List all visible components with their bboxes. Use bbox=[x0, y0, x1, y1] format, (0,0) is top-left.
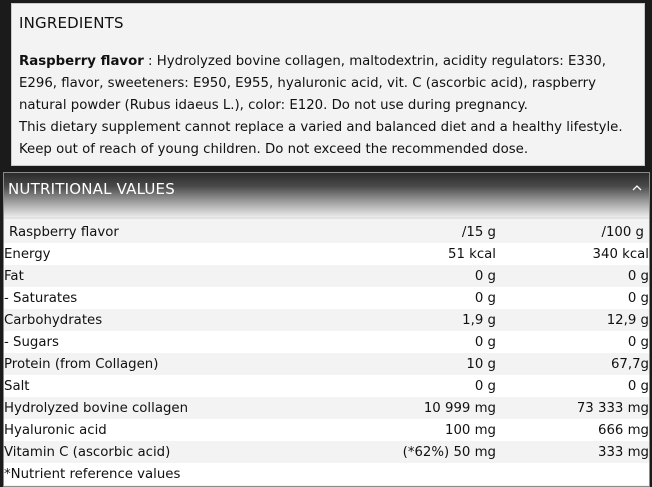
table-row bbox=[4, 331, 649, 353]
header-flavor: Raspberry flavor bbox=[4, 221, 369, 243]
per-100-value: 73 333 mg bbox=[496, 397, 649, 419]
table-row bbox=[4, 375, 649, 397]
per-100-value: 0 g bbox=[496, 287, 649, 309]
per-serving-value: 0 g bbox=[369, 265, 496, 287]
table-row bbox=[4, 353, 649, 375]
table-row bbox=[4, 287, 649, 309]
table-row bbox=[4, 419, 649, 441]
per-serving-value: 0 g bbox=[369, 287, 496, 309]
per-100-value: 67,7g bbox=[496, 353, 649, 375]
ingredients-panel bbox=[11, 3, 645, 166]
per-100-value: 0 g bbox=[496, 331, 649, 353]
per-100-value: 340 kcal bbox=[496, 243, 649, 265]
nutrient-name: Carbohydrates bbox=[4, 309, 369, 331]
header-per-serving: /15 g bbox=[369, 221, 496, 243]
nutrient-name: - Sugars bbox=[4, 331, 369, 353]
flavor-label: Raspberry flavor bbox=[19, 54, 144, 69]
per-100-value: 0 g bbox=[496, 265, 649, 287]
table-row bbox=[4, 397, 649, 419]
nutrition-table-header bbox=[4, 221, 649, 243]
ingredients-notice: This dietary supplement cannot replace a varied and balanced diet and a healthy lifestyle. Keep out of reach of young children. Do not exceed the recommended dose. bbox=[19, 120, 623, 157]
per-serving-value: 10 999 mg bbox=[369, 397, 496, 419]
per-100-value: 333 mg bbox=[496, 441, 649, 463]
per-serving-value: 0 g bbox=[369, 331, 496, 353]
per-serving-value: 1,9 g bbox=[369, 309, 496, 331]
nutrient-name: Salt bbox=[4, 375, 369, 397]
ingredients-text bbox=[19, 51, 636, 161]
table-row bbox=[4, 243, 649, 265]
nutrient-name: Hyaluronic acid bbox=[4, 419, 369, 441]
nutrient-name: Fat bbox=[4, 265, 369, 287]
table-row bbox=[4, 309, 649, 331]
table-row bbox=[4, 441, 649, 463]
per-100-value: 12,9 g bbox=[496, 309, 649, 331]
table-row bbox=[4, 265, 649, 287]
chevron-up-icon[interactable] bbox=[631, 182, 643, 194]
nutrient-name: Hydrolyzed bovine collagen bbox=[4, 397, 369, 419]
per-100-value: 0 g bbox=[496, 375, 649, 397]
footnote-row bbox=[4, 463, 649, 485]
nutrient-name: Vitamin C (ascorbic acid) bbox=[4, 441, 369, 463]
composition-text: : Hydrolyzed bovine collagen, maltodextrin, acidity regulators: E330, E296, flavor, sweeteners: E950, E955, hyaluronic acid, vit. C (ascorbic acid), raspberry natural powder (Rubus idaeus L.), color: E120. Do not use during pregnancy. bbox=[19, 54, 606, 113]
footnote: *Nutrient reference values bbox=[4, 463, 649, 485]
ingredients-composition bbox=[19, 51, 636, 117]
per-serving-value: 0 g bbox=[369, 375, 496, 397]
nutrient-name: - Saturates bbox=[4, 287, 369, 309]
ingredients-title: INGREDIENTS bbox=[19, 14, 124, 32]
per-100-value: 666 mg bbox=[496, 419, 649, 441]
nutrient-name: Energy bbox=[4, 243, 369, 265]
nutrition-panel bbox=[3, 172, 650, 487]
per-serving-value: 10 g bbox=[369, 353, 496, 375]
per-serving-value: (*62%) 50 mg bbox=[369, 441, 496, 463]
header-per-100: /100 g bbox=[496, 221, 649, 243]
nutrient-name: Protein (from Collagen) bbox=[4, 353, 369, 375]
nutrition-title: NUTRITIONAL VALUES bbox=[8, 180, 175, 198]
per-serving-value: 100 mg bbox=[369, 419, 496, 441]
nutrition-accordion-header[interactable] bbox=[4, 173, 649, 219]
nutrition-table bbox=[4, 221, 649, 485]
per-serving-value: 51 kcal bbox=[369, 243, 496, 265]
